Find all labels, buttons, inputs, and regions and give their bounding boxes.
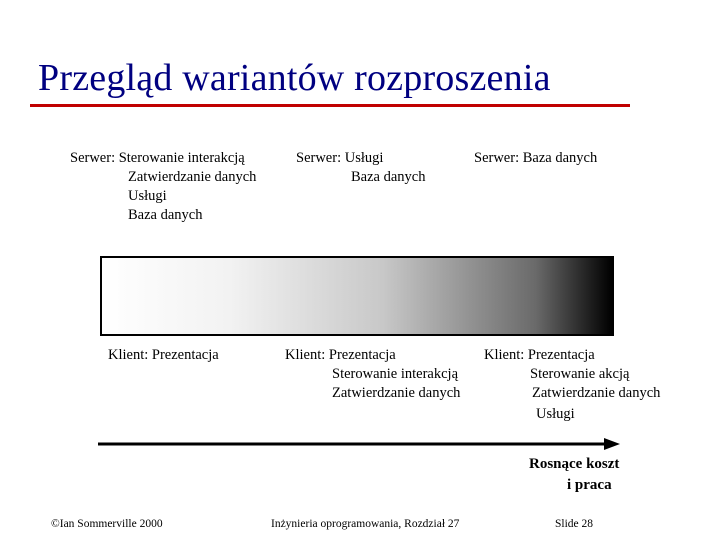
footer-course: Inżynieria oprogramowania, Rozdział 27 (271, 518, 460, 530)
server-col2-line1: Serwer: Usługi (296, 150, 384, 166)
server-col3-line1: Serwer: Baza danych (474, 150, 598, 166)
client-col3-line3: Zatwierdzanie danych (532, 385, 661, 401)
client-col3-line2: Sterowanie akcją (530, 366, 630, 382)
client-col1-line1: Klient: Prezentacja (108, 347, 219, 363)
footer-slide-number: Slide 28 (555, 518, 594, 530)
server-col1-line1: Serwer: Sterowanie interakcją (70, 150, 245, 166)
title-underline (30, 104, 630, 107)
footer-copyright: ©Ian Sommerville 2000 (51, 518, 163, 530)
client-col3-line1: Klient: Prezentacja (484, 347, 595, 363)
server-col1-line4: Baza danych (128, 207, 203, 223)
server-col1-line3: Usługi (128, 188, 167, 204)
server-col1-line2: Zatwierdzanie danych (128, 169, 257, 185)
arrow-label-line1: Rosnące koszt (529, 456, 620, 472)
increasing-cost-arrow (90, 435, 630, 455)
slide-title: Przegląd wariantów rozproszenia (38, 57, 551, 99)
client-col2-line2: Sterowanie interakcją (332, 366, 459, 382)
client-col3-line4: Usługi (536, 406, 575, 422)
distribution-gradient-bar (100, 256, 614, 336)
server-col2-line2: Baza danych (351, 169, 426, 185)
arrow-label-line2: i praca (567, 477, 612, 493)
client-col2-line1: Klient: Prezentacja (285, 347, 396, 363)
client-col2-line3: Zatwierdzanie danych (332, 385, 461, 401)
